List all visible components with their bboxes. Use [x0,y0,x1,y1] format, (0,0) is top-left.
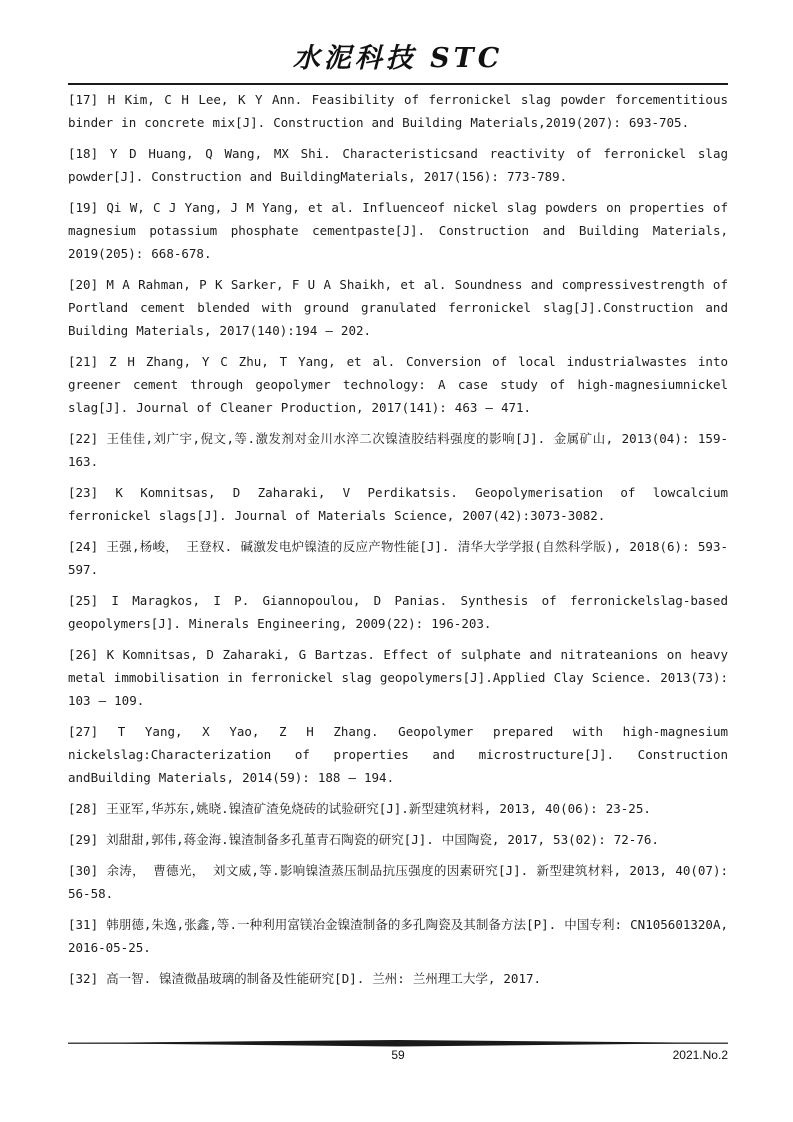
reference-item: [25] I Maragkos, I P. Giannopoulou, D Panias. Synthesis of ferronickelslag-based geopolymers[J]. Minerals Engineering, 2009(22): 196-203. [68,593,728,631]
issue-label: 2021.No.2 [672,1048,728,1062]
reference-item: [28] 王亚军,华苏东,姚晓.镍渣矿渣免烧砖的试验研究[J].新型建筑材料, 2013, 40(06): 23-25. [68,801,651,816]
reference-item: [20] M A Rahman, P K Sarker, F U A Shaikh, et al. Soundness and compressivestrength of Portland cement blended with ground granulated ferronickel slag[J].Construction and Building Materials, 2017(140):194 – 202. [68,277,728,338]
reference-item: [31] 韩朋德,朱逸,张鑫,等.一种利用富镁冶金镍渣制备的多孔陶瓷及其制备方法[P]. 中国专利: CN105601320A, 2016-05-25. [68,917,728,955]
reference-item: [23] K Komnitsas, D Zaharaki, V Perdikatsis. Geopolymerisation of lowcalcium ferronickel slags[J]. Journal of Materials Science, 2007(42):3073-3082. [68,485,728,523]
reference-item: [18] Y D Huang, Q Wang, MX Shi. Characteristicsand reactivity of ferronickel slag powder[J]. Construction and BuildingMaterials, 2017(156): 773-789. [68,146,728,184]
reference-item: [24] 王强,杨峻， 王登权. 碱激发电炉镍渣的反应产物性能[J]. 清华大学学报(自然科学版), 2018(6): 593-597. [68,539,728,577]
page-number: 59 [391,1048,405,1062]
reference-item: [19] Qi W, C J Yang, J M Yang, et al. Influenceof nickel slag powders on properties of magnesium potassium phosphate cementpaste[J]. Construction and Building Materials, 2019(205): 668-678. [68,200,728,261]
reference-item: [22] 王佳佳,刘广宇,倪文,等.激发剂对金川水淬二次镍渣胶结料强度的影响[J]. 金属矿山, 2013(04): 159-163. [68,431,728,469]
reference-item: [29] 刘甜甜,郭伟,蒋金海.镍渣制备多孔堇青石陶瓷的研究[J]. 中国陶瓷, 2017, 53(02): 72-76. [68,832,659,847]
reference-item: [21] Z H Zhang, Y C Zhu, T Yang, et al. Conversion of local industrialwastes into greener cement through geopolymer technology: A case study of high-magnesiumnickel slag[J]. Journal of Cleaner Production, 2017(141): 463 – 471. [68,354,728,415]
reference-item: [32] 高一智. 镍渣微晶玻璃的制备及性能研究[D]. 兰州: 兰州理工大学, 2017. [68,971,542,986]
footer-divider-rule [68,1040,728,1047]
reference-item: [30] 余涛， 曹德光， 刘文威,等.影响镍渣蒸压制品抗压强度的因素研究[J]. 新型建筑材料, 2013, 40(07): 56-58. [68,863,728,901]
footer-row [68,1047,728,1065]
reference-item: [27] T Yang, X Yao, Z H Zhang. Geopolymer prepared with high-magnesium nickelslag:Characterization of properties and microstructure[J]. Construction andBuilding Materials, 2014(59): 188 – 194. [68,724,728,785]
reference-item: [17] H Kim, C H Lee, K Y Ann. Feasibility of ferronickel slag powder forcementitious binder in concrete mix[J]. Construction and Building Materials,2019(207): 693-705. [68,92,728,130]
page-footer [68,1040,728,1065]
page-header [68,36,728,85]
journal-title: 水泥科技 STC [292,43,504,74]
references-list [68,88,728,998]
header-rule [68,83,728,85]
reference-item: [26] K Komnitsas, D Zaharaki, G Bartzas. Effect of sulphate and nitrateanions on heavy metal immobilisation in ferronickel slag geopolymers[J].Applied Clay Science. 2013(73): 103 – 109. [68,647,728,708]
